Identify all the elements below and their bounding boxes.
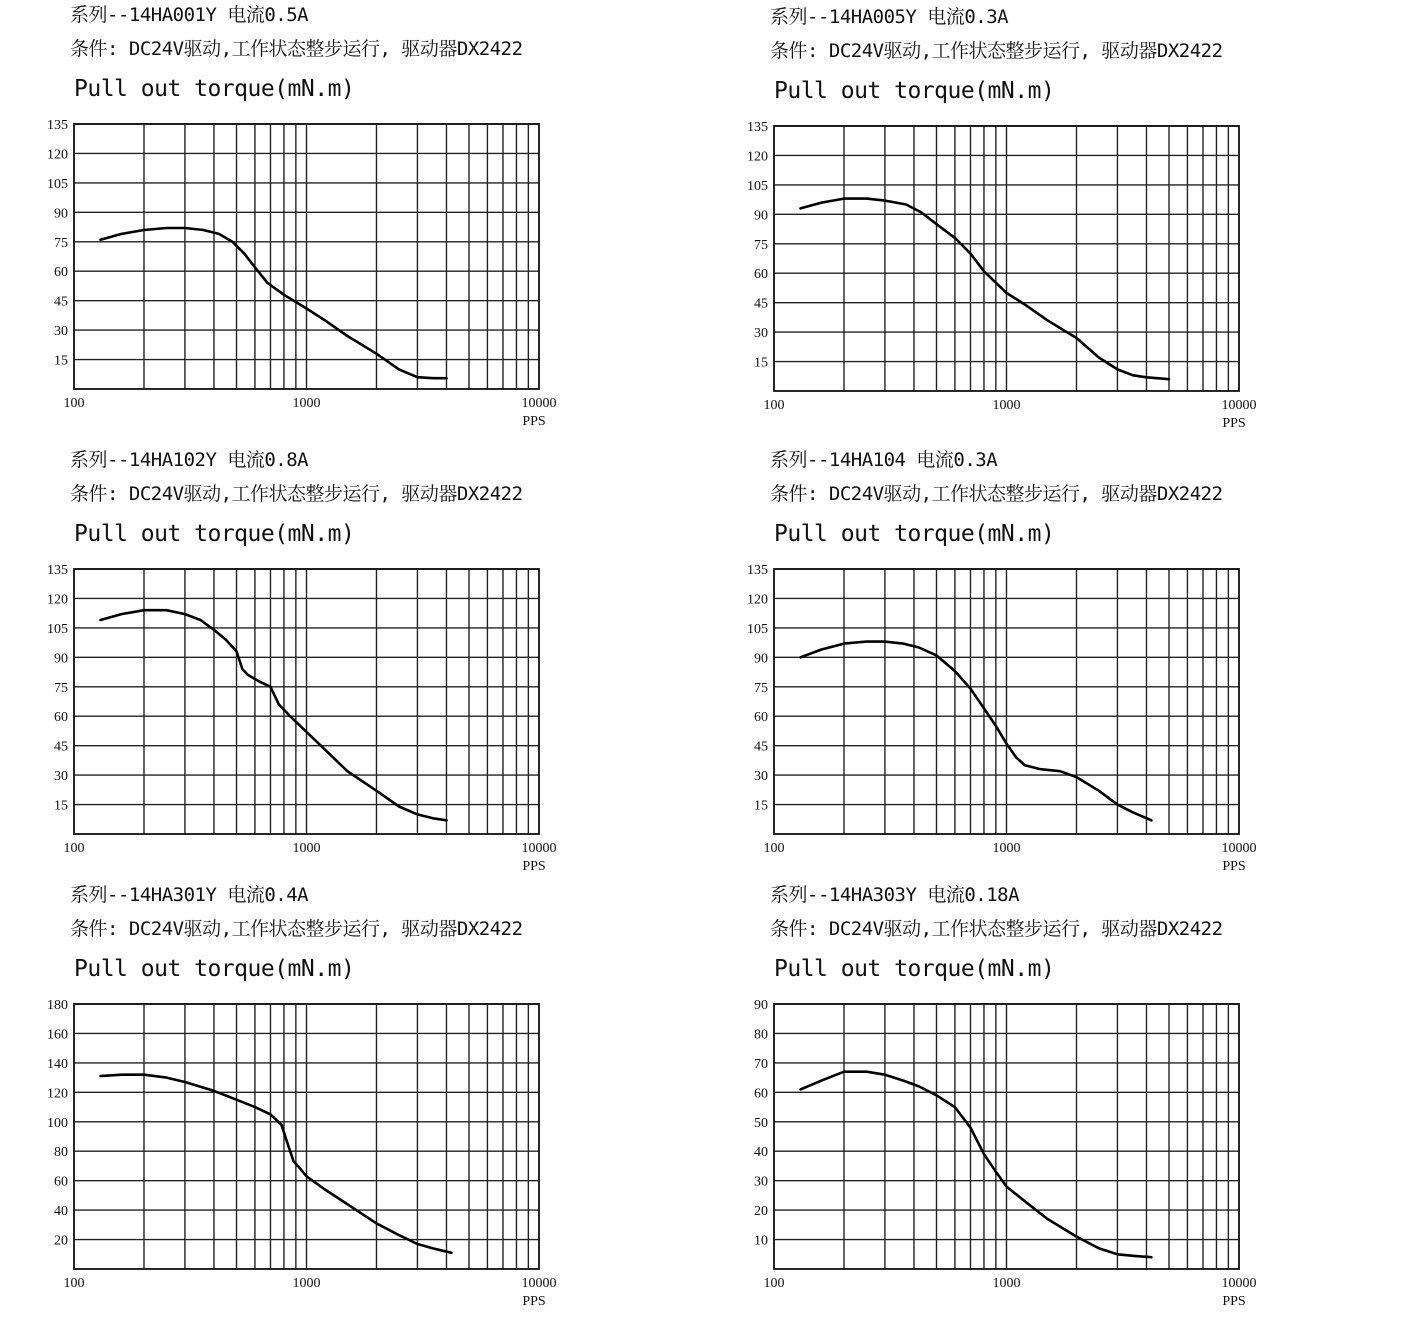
x-tick-label: 1000 [992, 398, 1021, 413]
y-tick-label: 140 [47, 1056, 68, 1072]
x-tick-label: 100 [763, 1276, 785, 1291]
chart-title: Pull out torque(mN.m) [74, 76, 355, 102]
chart-title: Pull out torque(mN.m) [774, 521, 1055, 547]
x-tick-label: 100 [63, 841, 85, 856]
y-tick-label: 15 [54, 798, 68, 814]
y-tick-label: 120 [47, 592, 68, 608]
x-axis-label: PPS [1222, 859, 1246, 874]
y-tick-label: 90 [54, 651, 68, 667]
x-tick-label: 10000 [521, 396, 557, 411]
y-tick-label: 180 [47, 998, 68, 1013]
torque-chart [47, 108, 682, 430]
y-tick-label: 45 [754, 739, 768, 755]
y-tick-label: 120 [47, 147, 68, 163]
y-tick-label: 45 [54, 739, 68, 755]
series-label: 系列--14HA303Y 电流0.18A [770, 884, 1020, 906]
chart-panel-14ha104 [747, 445, 1402, 875]
x-tick-label: 100 [763, 841, 785, 856]
series-label: 系列--14HA005Y 电流0.3A [770, 6, 1009, 28]
y-tick-label: 30 [54, 324, 68, 340]
y-tick-label: 60 [54, 1174, 68, 1190]
y-tick-label: 90 [54, 206, 68, 222]
y-tick-label: 135 [747, 563, 768, 578]
y-tick-label: 45 [754, 296, 768, 312]
y-tick-label: 75 [754, 680, 768, 696]
y-tick-label: 105 [47, 621, 68, 637]
y-tick-label: 70 [754, 1056, 768, 1072]
y-tick-label: 105 [747, 178, 768, 194]
x-tick-label: 1000 [292, 841, 321, 856]
y-tick-label: 20 [54, 1233, 68, 1249]
y-tick-label: 120 [47, 1086, 68, 1102]
x-axis-label: PPS [522, 414, 546, 429]
chart-panel-14ha001y [47, 0, 702, 430]
torque-curve-line [101, 228, 447, 378]
chart-title: Pull out torque(mN.m) [74, 956, 355, 982]
x-tick-label: 10000 [1221, 841, 1257, 856]
y-tick-label: 135 [47, 563, 68, 578]
y-tick-label: 135 [47, 118, 68, 133]
x-tick-label: 10000 [521, 1276, 557, 1291]
y-tick-label: 80 [754, 1027, 768, 1043]
x-axis-label: PPS [522, 859, 546, 874]
x-tick-label: 1000 [292, 396, 321, 411]
y-tick-label: 90 [754, 998, 768, 1013]
chart-panel-14ha102y [47, 445, 702, 875]
y-tick-label: 60 [754, 267, 768, 283]
y-tick-label: 30 [54, 769, 68, 785]
x-tick-label: 1000 [992, 1276, 1021, 1291]
y-tick-label: 105 [47, 176, 68, 192]
y-tick-label: 60 [754, 710, 768, 726]
chart-title: Pull out torque(mN.m) [74, 521, 355, 547]
series-label: 系列--14HA001Y 电流0.5A [70, 4, 309, 26]
x-tick-label: 10000 [1221, 398, 1257, 413]
condition-label: 条件: DC24V驱动,工作状态整步运行, 驱动器DX2422 [70, 918, 523, 940]
condition-label: 条件: DC24V驱动,工作状态整步运行, 驱动器DX2422 [70, 38, 523, 60]
y-tick-label: 30 [754, 1174, 768, 1190]
y-tick-label: 10 [754, 1233, 768, 1249]
y-tick-label: 60 [54, 710, 68, 726]
y-tick-label: 60 [54, 265, 68, 281]
y-tick-label: 45 [54, 294, 68, 310]
y-tick-label: 75 [754, 237, 768, 253]
x-tick-label: 100 [63, 1276, 85, 1291]
y-tick-label: 30 [754, 326, 768, 342]
condition-label: 条件: DC24V驱动,工作状态整步运行, 驱动器DX2422 [770, 40, 1223, 62]
series-label: 系列--14HA301Y 电流0.4A [70, 884, 309, 906]
torque-curve-line [801, 199, 1170, 380]
series-label: 系列--14HA104 电流0.3A [770, 449, 998, 471]
chart-title: Pull out torque(mN.m) [774, 956, 1055, 982]
y-tick-label: 90 [754, 208, 768, 224]
chart-panel-14ha303y [754, 880, 1402, 1310]
torque-curve-line [101, 610, 447, 820]
y-tick-label: 15 [754, 798, 768, 814]
y-tick-label: 105 [747, 621, 768, 637]
y-tick-label: 160 [47, 1027, 68, 1043]
torque-chart [747, 110, 1382, 440]
y-tick-label: 135 [747, 120, 768, 135]
torque-curve-line [801, 642, 1152, 821]
chart-panel-14ha005y [747, 2, 1402, 432]
x-axis-label: PPS [1222, 416, 1246, 431]
y-tick-label: 75 [54, 680, 68, 696]
torque-curve-line [101, 1075, 452, 1253]
series-label: 系列--14HA102Y 电流0.8A [70, 449, 309, 471]
y-tick-label: 75 [54, 235, 68, 251]
y-tick-label: 60 [754, 1086, 768, 1102]
y-tick-label: 80 [54, 1145, 68, 1161]
x-tick-label: 100 [763, 398, 785, 413]
y-tick-label: 50 [754, 1115, 768, 1131]
chart-panel-14ha301y [47, 880, 702, 1310]
x-axis-label: PPS [1222, 1294, 1246, 1309]
x-tick-label: 1000 [292, 1276, 321, 1291]
y-tick-label: 30 [754, 769, 768, 785]
torque-curve-line [801, 1072, 1152, 1258]
y-tick-label: 90 [754, 651, 768, 667]
torque-chart [754, 988, 1382, 1318]
condition-label: 条件: DC24V驱动,工作状态整步运行, 驱动器DX2422 [70, 483, 523, 505]
y-tick-label: 120 [747, 592, 768, 608]
y-tick-label: 15 [754, 355, 768, 371]
torque-chart [47, 553, 682, 883]
condition-label: 条件: DC24V驱动,工作状态整步运行, 驱动器DX2422 [770, 483, 1223, 505]
x-tick-label: 100 [63, 396, 85, 411]
y-tick-label: 100 [47, 1115, 68, 1131]
y-tick-label: 40 [754, 1145, 768, 1161]
torque-chart [47, 988, 682, 1318]
y-tick-label: 15 [54, 353, 68, 369]
y-tick-label: 20 [754, 1204, 768, 1220]
x-tick-label: 1000 [992, 841, 1021, 856]
y-tick-label: 120 [747, 149, 768, 165]
x-axis-label: PPS [522, 1294, 546, 1309]
x-tick-label: 10000 [521, 841, 557, 856]
chart-title: Pull out torque(mN.m) [774, 78, 1055, 104]
x-tick-label: 10000 [1221, 1276, 1257, 1291]
condition-label: 条件: DC24V驱动,工作状态整步运行, 驱动器DX2422 [770, 918, 1223, 940]
torque-chart [747, 553, 1382, 883]
y-tick-label: 40 [54, 1204, 68, 1220]
